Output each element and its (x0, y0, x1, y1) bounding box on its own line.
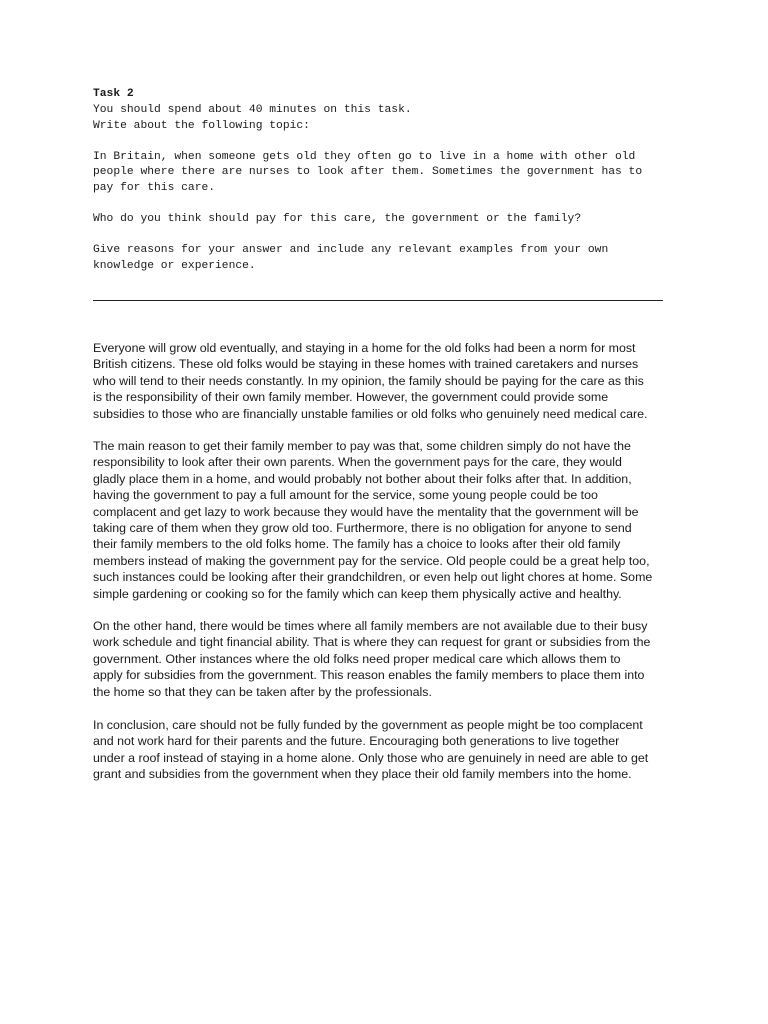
essay-paragraph-intro (93, 340, 693, 422)
essay-line: gladly place them in a home, and would probably not bother about their folks after that. In addition, (93, 471, 632, 486)
essay-line: such instances could be looking after their grandchildren, or even help out light chores at home. Some (93, 570, 653, 585)
essay-paragraph-conclusion (93, 717, 693, 783)
essay-line: government. Other instances where the old folks need proper medical care which allows them to (93, 651, 621, 666)
task-prompt-line: In Britain, when someone gets old they often go to live in a home with other old (93, 151, 636, 163)
essay-line: who will tend to their needs constantly. In my opinion, the family should be paying for the care as this (93, 373, 644, 388)
essay-line: work schedule and tight financial ability. That is where they can request for grant or subsidies from the (93, 635, 651, 650)
task-heading: Task 2 (93, 88, 134, 100)
essay-line: taking care of them when they grow old too. Furthermore, there is no obligation for anyone to send (93, 521, 632, 536)
essay-line: having the government to pay a full amount for the service, some young people could be too (93, 488, 598, 503)
section-divider (93, 300, 663, 301)
task-prompt-line: pay for this care. (93, 182, 216, 194)
essay-line: Everyone will grow old eventually, and staying in a home for the old folks had been a norm for most (93, 341, 636, 355)
essay-line: responsibility to look after their own parents. When the government pays for the care, they would (93, 455, 622, 470)
essay-line: subsidies to those who are financially unstable families or old folks who genuinely need medical care. (93, 406, 648, 421)
task-prompt-line: people where there are nurses to look after them. Sometimes the government has to (93, 166, 643, 178)
essay-line: In conclusion, care should not be fully funded by the government as people might be too complacent (93, 718, 643, 732)
essay-line: their family members to the old folks home. The family has a choice to looks after their old family (93, 537, 621, 552)
essay-line: British citizens. These old folks would be staying in these homes with trained caretakers and nurses (93, 357, 639, 372)
essay-line: the home so that they can be taken after by the professionals. (93, 684, 432, 699)
essay-paragraph-body-2 (93, 618, 693, 700)
essay-line: grant and subsidies from the government when they place their old family members into the home. (93, 767, 632, 782)
essay-line: and not work hard for their parents and the future. Encouraging both generations to live together (93, 734, 620, 749)
essay-line: complacent and get lazy to work because they would have the mentality that the government will be (93, 504, 639, 519)
essay-line: under a roof instead of staying in a home alone. Only those who are genuinely in need are able to get (93, 750, 649, 765)
task-instruction-topic: Write about the following topic: (93, 120, 310, 132)
essay-line: simple gardening or cooking so for the family which can keep them physically active and healthy. (93, 586, 622, 601)
essay-line: members instead of making the government pay for the service. Old people could be a great help too, (93, 553, 650, 568)
task-instruction-time: You should spend about 40 minutes on this task. (93, 104, 412, 116)
task-guidance-line: knowledge or experience. (93, 260, 256, 272)
essay-line: apply for subsidies from the government. This reason enables the family members to place them into (93, 668, 645, 683)
task-guidance-line: Give reasons for your answer and include any relevant examples from your own (93, 244, 609, 256)
task-question: Who do you think should pay for this care, the government or the family? (93, 213, 582, 225)
essay-line: The main reason to get their family member to pay was that, some children simply do not have the (93, 439, 631, 453)
essay-line: is the responsibility of their own family member. However, the government could provide some (93, 390, 609, 405)
essay-paragraph-body-1 (93, 438, 693, 602)
essay-line: On the other hand, there would be times where all family members are not available due to their busy (93, 619, 648, 633)
